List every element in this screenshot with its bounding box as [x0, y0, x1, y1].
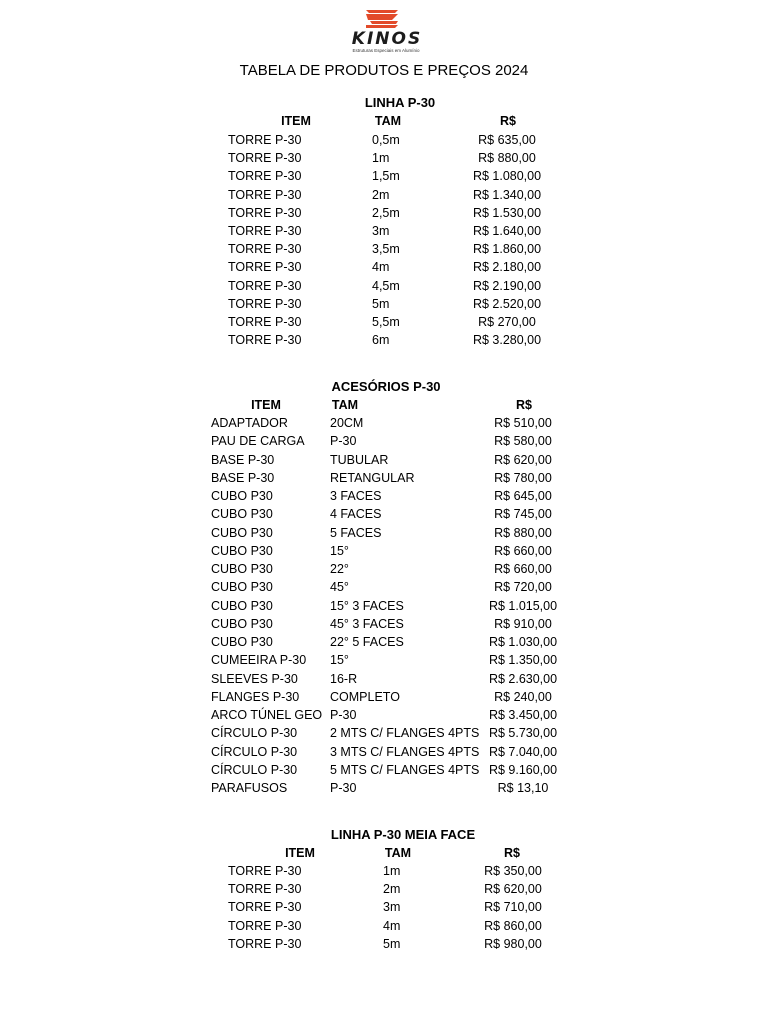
table-cell-tam: TUBULAR	[330, 452, 389, 467]
table-cell-item: TORRE P-30	[228, 260, 302, 275]
table-cell-tam: 3 MTS C/ FLANGES 4PTS	[330, 744, 480, 759]
table-cell-tam: 1,5m	[372, 169, 400, 184]
table-cell-item: TORRE P-30	[228, 900, 302, 915]
column-header-tam: TAM	[384, 846, 412, 860]
table-cell-item: CUMEEIRA P-30	[211, 653, 307, 668]
table-cell-price: R$ 620,00	[484, 882, 542, 897]
table-cell-tam: P-30	[330, 781, 357, 795]
table-cell-tam: 3 FACES	[330, 489, 382, 503]
table-cell-tam: 16-R	[330, 671, 358, 686]
column-header-item: ITEM	[285, 846, 315, 860]
table-cell-item: CUBO P30	[211, 580, 273, 595]
table-cell-tam: 2,5m	[372, 205, 400, 220]
column-header-tam: TAM	[331, 398, 359, 412]
table-cell-item: CUBO P30	[211, 543, 273, 558]
table-cell-tam: P-30	[330, 708, 357, 722]
table-cell-price: R$ 660,00	[494, 562, 552, 576]
table-cell-price: R$ 980,00	[484, 936, 542, 951]
table-cell-price: R$ 13,10	[497, 781, 549, 795]
table-cell-item: TORRE P-30	[228, 936, 302, 951]
table-cell-tam: 0,5m	[372, 133, 400, 147]
table-cell-item: CÍRCULO P-30	[211, 744, 298, 759]
brand-name: KINOS	[351, 29, 423, 49]
document-title: TABELA DE PRODUTOS E PREÇOS 2024	[239, 62, 529, 79]
table-cell-price: R$ 1.015,00	[488, 598, 558, 613]
table-cell-item: TORRE P-30	[228, 333, 302, 348]
table-cell-item: CÍRCULO P-30	[211, 726, 298, 741]
table-cell-item: TORRE P-30	[228, 151, 302, 166]
table-cell-item: TORRE P-30	[228, 296, 302, 311]
table-cell-tam: 5m	[383, 936, 401, 951]
table-cell-item: CUBO P30	[211, 525, 273, 540]
section-title: ACESÓRIOS P-30	[331, 379, 441, 394]
table-cell-item: PAU DE CARGA	[211, 434, 305, 449]
table-cell-tam: 15°	[330, 543, 349, 558]
table-cell-price: R$ 910,00	[494, 616, 552, 631]
table-cell-item: TORRE P-30	[228, 918, 302, 933]
table-cell-price: R$ 2.630,00	[488, 671, 558, 686]
table-cell-tam: 20CM	[330, 416, 364, 430]
table-cell-item: CUBO P30	[211, 489, 273, 503]
table-cell-tam: 1m	[383, 864, 401, 878]
table-cell-tam: 22°	[330, 562, 349, 576]
table-cell-tam: 2m	[372, 187, 390, 202]
table-cell-tam: 1m	[372, 151, 390, 166]
table-cell-tam: 15°	[330, 653, 349, 668]
table-cell-tam: 2 MTS C/ FLANGES 4PTS	[330, 726, 480, 741]
table-cell-price: R$ 270,00	[478, 315, 536, 329]
table-cell-price: R$ 5.730,00	[488, 726, 558, 741]
table-cell-item: TORRE P-30	[228, 882, 302, 897]
table-cell-item: CUBO P30	[211, 562, 273, 576]
section-title: LINHA P-30 MEIA FACE	[330, 827, 476, 842]
table-cell-item: TORRE P-30	[228, 315, 302, 329]
column-header-item: ITEM	[281, 114, 311, 128]
table-cell-price: R$ 1.530,00	[472, 205, 542, 220]
table-cell-item: BASE P-30	[211, 452, 275, 467]
table-cell-item: FLANGES P-30	[211, 689, 300, 704]
table-cell-price: R$ 660,00	[494, 543, 552, 558]
table-cell-item: TORRE P-30	[228, 864, 302, 878]
table-cell-price: R$ 1.080,00	[472, 169, 542, 184]
table-cell-tam: 2m	[383, 882, 401, 897]
table-cell-price: R$ 860,00	[484, 918, 542, 933]
table-cell-price: R$ 745,00	[494, 507, 552, 522]
table-cell-price: R$ 1.640,00	[472, 224, 542, 238]
table-cell-tam: 3m	[383, 900, 401, 915]
table-cell-tam: 4,5m	[372, 278, 400, 293]
table-cell-item: CÍRCULO P-30	[211, 762, 298, 777]
table-cell-item: TORRE P-30	[228, 169, 302, 184]
table-cell-item: CUBO P30	[211, 507, 273, 522]
table-cell-tam: 4 FACES	[330, 507, 382, 522]
table-cell-tam: 5 MTS C/ FLANGES 4PTS	[330, 762, 480, 777]
table-cell-price: R$ 635,00	[478, 133, 536, 147]
table-cell-price: R$ 720,00	[494, 580, 552, 595]
table-cell-price: R$ 3.450,00	[488, 708, 558, 722]
table-cell-item: CUBO P30	[211, 616, 273, 631]
table-cell-price: R$ 9.160,00	[488, 762, 558, 777]
table-cell-tam: COMPLETO	[330, 689, 400, 704]
table-cell-tam: 3m	[372, 224, 390, 238]
table-cell-price: R$ 880,00	[494, 525, 552, 540]
table-cell-price: R$ 710,00	[484, 900, 542, 915]
column-header-tam: TAM	[374, 114, 402, 128]
table-cell-item: TORRE P-30	[228, 187, 302, 202]
table-cell-tam: 15° 3 FACES	[330, 598, 404, 613]
table-cell-price: R$ 880,00	[478, 151, 536, 166]
table-cell-price: R$ 1.340,00	[472, 187, 542, 202]
kinos-emblem-icon	[364, 8, 400, 30]
table-cell-tam: 5 FACES	[330, 525, 382, 540]
table-cell-price: R$ 620,00	[494, 452, 552, 467]
table-cell-item: TORRE P-30	[228, 205, 302, 220]
table-cell-price: R$ 780,00	[494, 470, 552, 485]
table-cell-price: R$ 2.180,00	[472, 260, 542, 275]
table-cell-item: ADAPTADOR	[211, 416, 288, 430]
table-cell-price: R$ 350,00	[484, 864, 542, 878]
column-header-price: R$	[504, 846, 520, 860]
brand-tagline: Estruturas Especiais em Alumínio	[352, 48, 420, 53]
table-cell-tam: 45°	[330, 580, 349, 595]
table-cell-item: TORRE P-30	[228, 278, 302, 293]
table-cell-price: R$ 1.860,00	[472, 242, 542, 257]
table-cell-tam: 4m	[372, 260, 390, 275]
table-cell-price: R$ 580,00	[494, 434, 552, 449]
table-cell-item: TORRE P-30	[228, 242, 302, 257]
table-cell-tam: 5,5m	[372, 315, 400, 329]
column-header-item: ITEM	[251, 398, 281, 412]
table-cell-item: CUBO P30	[211, 598, 273, 613]
table-cell-price: R$ 510,00	[494, 416, 552, 430]
column-header-price: R$	[500, 114, 516, 128]
table-cell-tam: 6m	[372, 333, 390, 348]
table-cell-tam: 45° 3 FACES	[330, 616, 404, 631]
table-cell-price: R$ 1.350,00	[488, 653, 558, 668]
table-cell-price: R$ 7.040,00	[488, 744, 558, 759]
table-cell-item: TORRE P-30	[228, 133, 302, 147]
table-cell-price: R$ 240,00	[494, 689, 552, 704]
table-cell-tam: P-30	[330, 434, 357, 449]
table-cell-item: BASE P-30	[211, 470, 275, 485]
table-cell-price: R$ 3.280,00	[472, 333, 542, 348]
table-cell-price: R$ 1.030,00	[488, 635, 558, 649]
column-header-price: R$	[516, 398, 532, 412]
table-cell-tam: 22° 5 FACES	[330, 635, 404, 649]
table-cell-price: R$ 2.520,00	[472, 296, 542, 311]
table-cell-tam: 5m	[372, 296, 390, 311]
table-cell-item: TORRE P-30	[228, 224, 302, 238]
kinos-logo	[340, 8, 432, 54]
table-cell-tam: 3,5m	[372, 242, 400, 257]
table-cell-price: R$ 645,00	[494, 489, 552, 503]
table-cell-tam: 4m	[383, 918, 401, 933]
table-cell-price: R$ 2.190,00	[472, 278, 542, 293]
table-cell-tam: RETANGULAR	[330, 470, 415, 485]
table-cell-item: CUBO P30	[211, 635, 273, 649]
section-title: LINHA P-30	[364, 95, 436, 110]
table-cell-item: SLEEVES P-30	[211, 671, 298, 686]
table-cell-item: PARAFUSOS	[211, 781, 288, 795]
table-cell-item: ARCO TÚNEL GEO	[211, 708, 323, 722]
